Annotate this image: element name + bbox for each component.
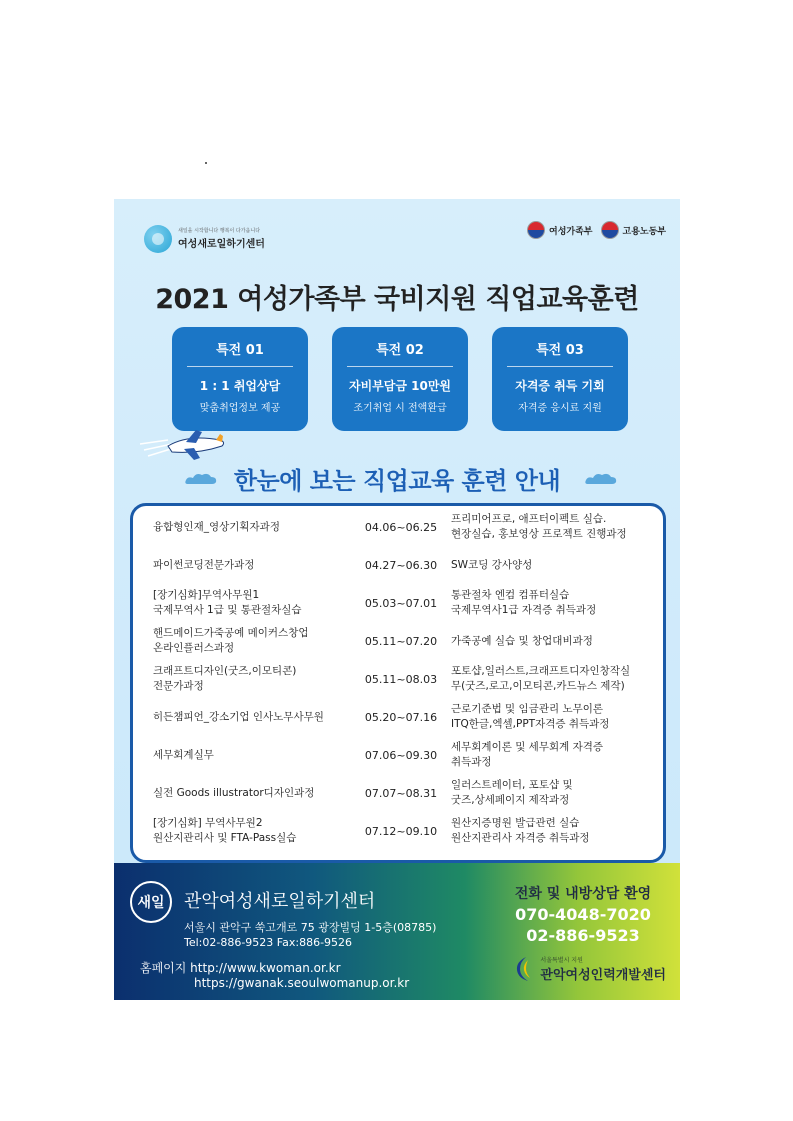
course-desc-line2: 국제무역사1급 자격증 취득과정 (451, 604, 597, 616)
ministry-label: 여성가족부 (549, 226, 593, 237)
saeil-center-logo (144, 225, 265, 253)
dev-center-logo (514, 955, 666, 983)
course-period: 05.03~07.01 (364, 596, 438, 610)
center-address: 서울시 관악구 쑥고개로 75 광장빌딩 1-5층(08785) (184, 921, 437, 934)
course-name-line2: 온라인플러스과정 (153, 642, 235, 654)
course-description (451, 736, 661, 774)
course-period: 07.07~08.31 (364, 786, 438, 800)
course-name-line2: 국제무역사 1급 및 통관절차실습 (153, 604, 302, 616)
center-name: 관악여성새로일하기센터 (184, 891, 376, 912)
course-period: 04.27~06.30 (364, 558, 438, 572)
taeguk-icon (527, 221, 545, 239)
course-table (130, 503, 666, 863)
phone-number-1: 070-4048-7020 (515, 905, 651, 924)
course-description (451, 660, 661, 698)
ministry-gender-equality (527, 221, 592, 239)
course-desc-line2: 원산지관리사 자격증 취득과정 (451, 832, 590, 844)
ministry-labor (601, 221, 666, 239)
course-name-line1: [장기심화]무역사무원1 (153, 589, 260, 601)
cloud-icon (584, 471, 618, 485)
course-desc-line2: 굿즈,상세페이지 제작과정 (451, 794, 570, 806)
table-row (133, 508, 663, 546)
course-name-line1: 세무회계실무 (153, 748, 214, 761)
course-period: 05.11~08.03 (364, 672, 438, 686)
crescent-logo-icon (514, 956, 532, 982)
course-name-line2: 전문가과정 (153, 680, 204, 692)
perk-divider (507, 366, 613, 367)
course-period: 07.06~09.30 (364, 748, 438, 762)
footer-banner (114, 863, 680, 1000)
course-name (153, 508, 349, 546)
course-desc-line1: 세무회계이론 및 세무회계 자격증 (451, 741, 604, 753)
course-desc-line2: 취득과정 (451, 756, 492, 768)
course-name (153, 622, 349, 660)
perk-subtitle: 맞춤취업정보 제공 (199, 403, 281, 414)
course-description (451, 698, 661, 736)
course-name (153, 660, 349, 698)
homepage-link[interactable]: 홈페이지 http://www.kwoman.or.kr (140, 961, 341, 975)
consult-info (498, 883, 668, 945)
course-period: 07.12~09.10 (364, 824, 438, 838)
dev-center-name: 관악여성인력개발센터 (540, 968, 666, 983)
dev-center-support: 서울특별시 지원 (540, 957, 583, 964)
course-name-line1: 파이썬코딩전문가과정 (153, 558, 255, 571)
table-row (133, 774, 663, 812)
perk-card-3 (492, 327, 628, 431)
table-row (133, 584, 663, 622)
perk-title: 1 : 1 취업상담 (199, 379, 281, 393)
perk-subtitle: 조기취업 시 전액환급 (353, 403, 447, 414)
table-row (133, 736, 663, 774)
course-desc-line1: 프리미어프로, 애프터이펙트 실습. (451, 513, 607, 525)
course-desc-line1: 통관절차 엔컴 컴퓨터실습 (451, 589, 570, 601)
section-title: 한눈에 보는 직업교육 훈련 안내 (233, 467, 561, 495)
saeil-badge: 새일 (130, 881, 172, 923)
perk-card-2 (332, 327, 468, 431)
course-name (153, 546, 349, 584)
course-desc-line1: 원산지증명원 발급관련 실습 (451, 817, 580, 829)
course-desc-line2: ITQ한글,엑셀,PPT자격증 취득과정 (451, 718, 610, 730)
course-name-line1: 크래프트디자인(굿즈,이모티콘) (153, 665, 297, 677)
page-title: 2021 여성가족부 국비지원 직업교육훈련 (155, 284, 639, 315)
course-description (451, 584, 661, 622)
phone-number-2: 02-886-9523 (526, 926, 640, 945)
course-name (153, 774, 349, 812)
course-description (451, 546, 661, 584)
course-name (153, 736, 349, 774)
course-description (451, 508, 661, 546)
consult-label: 전화 및 내방상담 환영 (514, 886, 652, 902)
course-desc-line1: 가죽공예 실습 및 창업대비과정 (451, 634, 593, 647)
course-description (451, 812, 661, 850)
taeguk-icon (601, 221, 619, 239)
course-desc-line1: 일러스트레이터, 포토샵 및 (451, 779, 573, 791)
perk-divider (187, 366, 293, 367)
course-period: 05.11~07.20 (364, 634, 438, 648)
course-desc-line1: SW코딩 강사양성 (451, 558, 533, 571)
ministry-label: 고용노동부 (622, 226, 666, 237)
course-name (153, 584, 349, 622)
course-name-line1: 히든챔피언_강소기업 인사노무사무원 (153, 710, 324, 723)
course-name-line2: 원산지관리사 및 FTA-Pass실습 (153, 832, 297, 844)
course-period: 05.20~07.16 (364, 710, 438, 724)
course-desc-line1: 근로기준법 및 임금관리 노무이론 (451, 703, 604, 715)
course-period: 04.06~06.25 (364, 520, 438, 534)
course-name (153, 812, 349, 850)
ministry-logos (519, 221, 666, 239)
scan-dot (205, 162, 207, 164)
perk-title: 자비부담금 10만원 (348, 379, 452, 393)
airplane-icon (138, 424, 228, 464)
course-desc-line1: 포토샵,일러스트,크래프트디자인창작실 (451, 665, 631, 677)
course-name (153, 698, 349, 736)
table-row (133, 660, 663, 698)
perk-label: 특전 02 (376, 343, 424, 358)
saeil-logo-icon (144, 225, 172, 253)
course-desc-line2: 현장실습, 홍보영상 프로젝트 진행과정 (451, 528, 627, 540)
homepage-link-2[interactable]: https://gwanak.seoulwomanup.or.kr (194, 976, 410, 990)
perk-card-1 (172, 327, 308, 431)
course-name-line1: 실전 Goods illustrator디자인과정 (153, 786, 315, 799)
perk-subtitle: 자격증 응시료 지원 (518, 403, 602, 414)
perk-label: 특전 01 (216, 343, 264, 358)
center-tel-fax: Tel:02-886-9523 Fax:886-9526 (184, 936, 353, 949)
course-desc-line2: 무(굿즈,로고,이모티콘,카드뉴스 제작) (451, 680, 625, 692)
course-name-line1: 융합형인재_영상기획자과정 (153, 520, 280, 533)
logo-tagline: 새일을 시작합니다 행복이 다가옵니다 (178, 228, 261, 234)
course-description (451, 774, 661, 812)
table-row (133, 546, 663, 584)
table-row (133, 812, 663, 850)
course-name-line1: 핸드메이드가죽공예 메이커스창업 (153, 627, 309, 639)
table-row (133, 622, 663, 660)
perk-divider (347, 366, 453, 367)
perk-title: 자격증 취득 기회 (515, 379, 605, 393)
flyer (114, 199, 680, 1000)
logo-name: 여성새로일하기센터 (178, 239, 265, 250)
table-row (133, 698, 663, 736)
course-description (451, 622, 661, 660)
course-name-line1: [장기심화] 무역사무원2 (153, 817, 263, 829)
perk-label: 특전 03 (536, 343, 584, 358)
